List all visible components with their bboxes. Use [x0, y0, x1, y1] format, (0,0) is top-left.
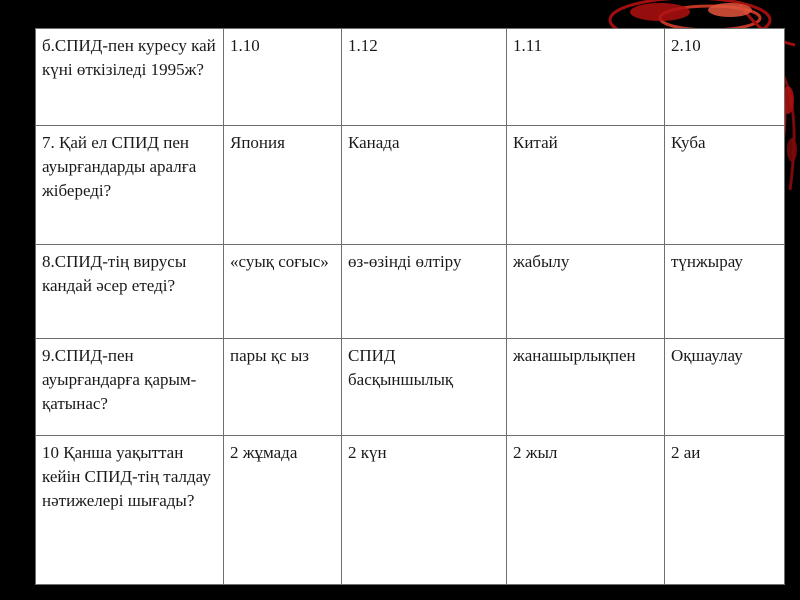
option-cell: [507, 436, 665, 585]
question-cell: [36, 339, 224, 436]
table-row: [36, 339, 785, 436]
option-text: 1.12: [348, 36, 378, 55]
option-cell: [507, 245, 665, 339]
question-cell: [36, 436, 224, 585]
table-row: [36, 245, 785, 339]
option-text: 2 жыл: [513, 443, 558, 462]
option-cell: [507, 126, 665, 245]
option-cell: [507, 29, 665, 126]
option-cell: [342, 436, 507, 585]
table-row: [36, 29, 785, 126]
option-text: жабылу: [513, 252, 570, 271]
question-text: 7. Қай ел СПИД пен ауырғандарды аралға жібереді?: [42, 133, 197, 200]
option-text: Куба: [671, 133, 706, 152]
question-cell: [36, 245, 224, 339]
option-text: Япония: [230, 133, 285, 152]
option-text: жанашырлықпен: [513, 346, 636, 365]
question-cell: [36, 126, 224, 245]
option-text: Оқшаулау: [671, 346, 743, 365]
quiz-table: [35, 28, 785, 585]
option-text: «суық соғыс»: [230, 252, 329, 271]
option-cell: [665, 29, 785, 126]
option-text: 2 жұмада: [230, 443, 298, 462]
question-text: б.СПИД-пен куресу кай күні өткізіледі 1995ж?: [42, 36, 216, 79]
option-cell: [665, 339, 785, 436]
option-cell: [665, 126, 785, 245]
option-text: 2.10: [671, 36, 701, 55]
option-text: 1.10: [230, 36, 260, 55]
option-text: 2 күн: [348, 443, 387, 462]
option-cell: [224, 436, 342, 585]
question-cell: [36, 29, 224, 126]
option-cell: [342, 339, 507, 436]
table-row: [36, 126, 785, 245]
option-text: СПИД басқыншылық: [348, 346, 454, 389]
option-cell: [224, 126, 342, 245]
option-text: Канада: [348, 133, 400, 152]
option-cell: [665, 436, 785, 585]
option-cell: [342, 245, 507, 339]
option-cell: [342, 29, 507, 126]
option-cell: [665, 245, 785, 339]
option-cell: [224, 245, 342, 339]
option-text: Китай: [513, 133, 558, 152]
option-cell: [342, 126, 507, 245]
question-text: 9.СПИД-пен ауырғандарға қарым-қатынас?: [42, 346, 197, 413]
table-row: [36, 436, 785, 585]
option-cell: [224, 339, 342, 436]
option-cell: [507, 339, 665, 436]
option-text: пары қс ыз: [230, 346, 310, 365]
question-text: 8.СПИД-тің вирусы кандай әсер етеді?: [42, 252, 187, 295]
option-text: 1.11: [513, 36, 543, 55]
option-text: өз-өзінді өлтіру: [348, 252, 462, 271]
question-text: 10 Қанша уақыттан кейін СПИД-тің талдау нәтижелері шығады?: [42, 443, 211, 510]
option-text: 2 аи: [671, 443, 701, 462]
option-text: түнжырау: [671, 252, 743, 271]
option-cell: [224, 29, 342, 126]
